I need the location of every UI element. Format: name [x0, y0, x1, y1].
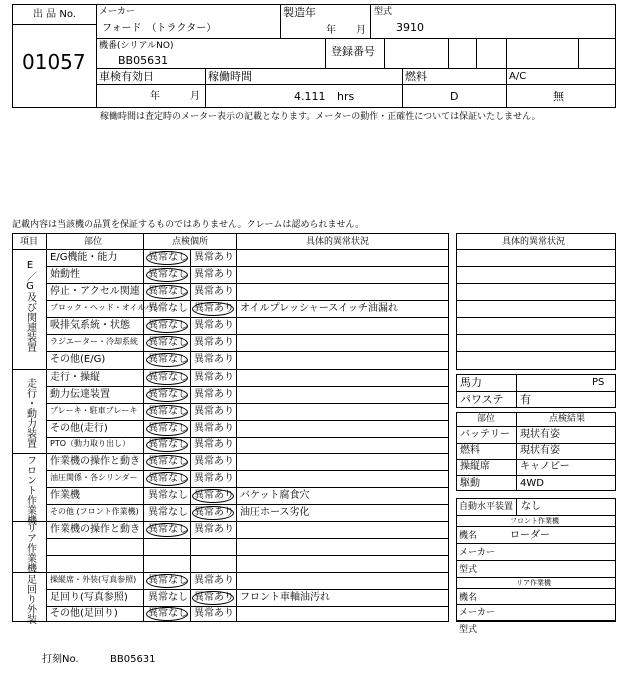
row-divider [46, 351, 449, 352]
divider [448, 38, 449, 68]
status-normal-label: 異常なし [148, 489, 188, 501]
status-abnormal-label: 異常あり [194, 472, 234, 484]
rear-model-label: 型式 [459, 625, 478, 635]
status-normal-label: 異常なし [148, 439, 188, 450]
divider [96, 4, 97, 108]
row-detail: オイルプレッシャースイッチ油漏れ [240, 302, 398, 314]
circle-mark [146, 336, 188, 350]
row-part: 足回り(写真参照) [50, 591, 128, 603]
status-abnormal-label: 異常あり [194, 455, 234, 467]
status-abnormal [191, 420, 235, 437]
row-divider [46, 487, 449, 488]
serial-value: BB05631 [118, 54, 169, 67]
circle-mark [146, 268, 188, 282]
status-abnormal [191, 317, 235, 334]
divider [456, 266, 616, 267]
drive-value: 4WD [520, 478, 544, 489]
header-part: 部位 [84, 237, 103, 247]
divider [456, 249, 616, 250]
status-normal [145, 504, 189, 521]
hours-note: 稼働時間は査定時のメーター表示の記載となります。メーターの動作・正確性については保証いたしません。 [100, 112, 541, 122]
divider [516, 498, 517, 515]
circle-mark [146, 472, 188, 486]
divider [456, 577, 616, 578]
status-abnormal [191, 453, 235, 470]
lot-label: 出 品 No. [33, 9, 76, 20]
divider [456, 351, 616, 352]
status-abnormal-label: 異常あり [194, 336, 234, 348]
status-normal-label: 異常なし [148, 455, 188, 467]
lot-number: 01057 [22, 50, 86, 74]
row-divider [46, 538, 449, 539]
divider [456, 317, 616, 318]
status-abnormal-label: 異常あり [194, 371, 234, 383]
row-divider [46, 420, 449, 421]
status-abnormal [191, 351, 235, 369]
circle-mark [146, 285, 188, 299]
maker-value: フォード （トラクター） [102, 23, 217, 34]
status-normal-label: 異常なし [148, 319, 188, 331]
status-abnormal [191, 487, 235, 504]
status-normal [145, 351, 189, 369]
auto-level-value: なし [521, 501, 541, 512]
auto-level-label: 自動水平装置 [459, 502, 514, 512]
row-divider [46, 589, 449, 590]
status-abnormal [191, 437, 235, 453]
divider [46, 233, 47, 622]
status-normal-label: 異常なし [148, 268, 188, 280]
ac-value: 無 [553, 90, 564, 103]
circle-mark [146, 455, 188, 469]
row-part: 作業機の操作と動き [50, 455, 140, 467]
status-abnormal [191, 403, 235, 420]
inspection-label: 車検有効日 [99, 70, 154, 83]
model-label: 型式 [374, 7, 393, 17]
status-normal-label: 異常なし [148, 371, 188, 383]
status-normal-label: 異常なし [148, 523, 188, 535]
hours-value: 4.111 [294, 90, 326, 103]
year-label: 製造年 [283, 6, 316, 19]
circle-mark [192, 591, 234, 605]
status-abnormal-label: 異常あり [194, 285, 234, 297]
status-abnormal-label: 異常あり [194, 591, 234, 603]
header-detail: 具体的異常状況 [306, 237, 370, 247]
row-part: その他(E/G) [50, 354, 106, 365]
status-normal [145, 437, 189, 453]
row-divider [46, 334, 449, 335]
status-abnormal [191, 606, 235, 622]
hours-label: 稼働時間 [208, 70, 252, 83]
status-abnormal [191, 589, 235, 606]
front-maker-label: メーカー [459, 548, 495, 558]
divider [96, 84, 616, 85]
circle-mark [146, 574, 188, 588]
status-abnormal-label: 異常あり [194, 608, 234, 619]
divider [456, 459, 616, 460]
divider [476, 38, 477, 68]
inspection-year-unit: 年 [150, 91, 160, 102]
divider [516, 412, 517, 491]
battery-value: 現状有姿 [520, 429, 560, 440]
row-detail: バケット腐食穴 [240, 489, 310, 501]
row-part: ブロック・ヘッド・オイルパン [50, 302, 161, 312]
cabin-value: キャノピー [520, 461, 570, 472]
right-detail-box [456, 233, 616, 370]
status-normal [145, 572, 189, 589]
front-name-value: ローダー [510, 530, 550, 541]
ac-label: A/C [509, 71, 527, 82]
status-normal [145, 283, 189, 300]
status-normal [145, 403, 189, 420]
status-normal [145, 266, 189, 283]
row-part: その他 (フロント作業機) [50, 506, 139, 516]
circle-mark [146, 422, 188, 436]
status-normal [145, 334, 189, 351]
status-abnormal-label: 異常あり [194, 574, 234, 586]
divider [384, 38, 385, 68]
month-unit: 月 [356, 25, 366, 36]
divider [456, 443, 616, 444]
status-normal-label: 異常なし [148, 472, 188, 484]
rear-maker-label: メーカー [459, 608, 495, 618]
status-abnormal [191, 266, 235, 283]
row-divider [46, 266, 449, 267]
status-abnormal-label: 異常あり [194, 251, 234, 263]
divider [456, 620, 616, 621]
year-unit: 年 [326, 25, 336, 36]
row-divider [46, 437, 449, 438]
status-abnormal [191, 504, 235, 521]
drive-label: 駆動 [460, 478, 480, 489]
model-value: 3910 [396, 21, 424, 34]
row-divider [46, 606, 449, 607]
row-part: 作業機 [50, 489, 80, 501]
battery-label: バッテリー [460, 429, 510, 440]
status-abnormal-label: 異常あり [194, 489, 234, 501]
row-divider [46, 386, 449, 387]
row-part: E/G機能・能力 [50, 251, 118, 263]
fuel-label: 燃料 [405, 70, 427, 83]
group-label-rear: リア作業機 [24, 523, 36, 573]
status-normal-label: 異常なし [148, 574, 188, 586]
group-label-engine: E／G及び関連装置 [24, 260, 36, 352]
divider [456, 515, 616, 516]
row-detail: 油圧ホース劣化 [240, 506, 310, 518]
quality-note: 記載内容は当該機の品質を保証するものではありません。クレームは認められません。 [12, 220, 365, 230]
circle-mark [192, 506, 234, 520]
group-label-undercarriage: 足回り外装 [24, 574, 36, 624]
status-normal-label: 異常なし [148, 285, 188, 297]
divider [456, 526, 616, 527]
serial-label: 機番(シリアルNO) [99, 41, 174, 51]
divider [96, 38, 616, 39]
row-part: その他(走行) [50, 422, 108, 434]
status-normal [145, 249, 189, 266]
divider [578, 38, 579, 68]
divider [456, 334, 616, 335]
status-normal [145, 386, 189, 403]
header-item: 項目 [20, 237, 39, 247]
power-steering-value: 有 [520, 393, 531, 406]
row-part: ラジエーター・冷却系統 [50, 336, 138, 346]
circle-mark [192, 489, 234, 503]
row-divider [46, 300, 449, 301]
row-divider [46, 317, 449, 318]
status-abnormal [191, 572, 235, 589]
header-inspection: 点検個所 [172, 237, 209, 247]
status-normal-label: 異常なし [148, 251, 188, 263]
row-part: その他(足回り) [50, 608, 118, 619]
divider [370, 4, 371, 38]
status-normal [145, 606, 189, 622]
circle-mark [146, 251, 188, 265]
status-normal [145, 470, 189, 487]
status-normal [145, 521, 189, 538]
divider [456, 426, 616, 427]
divider [456, 588, 616, 589]
status-abnormal [191, 300, 235, 317]
fuel-spec-value: 現状有姿 [520, 445, 560, 456]
status-normal-label: 異常なし [148, 302, 188, 314]
stamp-label: 打刻No. [42, 654, 79, 665]
row-part: 操縦席・外装(写真参照) [50, 574, 137, 584]
row-divider [46, 283, 449, 284]
circle-mark [146, 438, 188, 452]
group-label-drive: 走行・動力装置 [24, 378, 36, 448]
status-abnormal-label: 異常あり [194, 302, 234, 314]
divider [516, 374, 517, 408]
circle-mark [146, 405, 188, 419]
fuel-value: D [450, 90, 459, 103]
status-normal [145, 317, 189, 334]
row-part: 吸排気系統・状態 [50, 319, 130, 331]
status-normal [145, 487, 189, 504]
status-abnormal-label: 異常あり [194, 268, 234, 280]
divider [236, 233, 237, 622]
status-normal-label: 異常なし [148, 422, 188, 434]
status-normal [145, 420, 189, 437]
circle-mark [146, 607, 188, 621]
status-normal-label: 異常なし [148, 506, 188, 518]
part-header: 部位 [477, 414, 496, 424]
circle-mark [146, 353, 188, 367]
status-abnormal [191, 369, 235, 386]
divider [456, 391, 616, 392]
divider [456, 300, 616, 301]
status-normal-label: 異常なし [148, 388, 188, 400]
circle-mark [146, 523, 188, 537]
horsepower-unit: PS [592, 377, 605, 388]
row-part: ブレーキ・駐車ブレーキ [50, 405, 138, 415]
status-normal-label: 異常なし [148, 405, 188, 417]
row-divider [46, 555, 449, 556]
status-normal-label: 異常なし [148, 608, 188, 619]
status-abnormal-label: 異常あり [194, 523, 234, 535]
group-label-front: フロント作業機 [24, 455, 36, 525]
row-divider [46, 504, 449, 505]
row-part: PTO（動力取り出し） [50, 439, 131, 448]
status-abnormal [191, 249, 235, 266]
divider [456, 604, 616, 605]
status-abnormal-label: 異常あり [194, 439, 234, 450]
row-part: 作業機の操作と動き [50, 523, 140, 535]
circle-mark [146, 371, 188, 385]
divider [325, 38, 326, 68]
row-part: 走行・操縦 [50, 371, 100, 383]
status-normal [145, 589, 189, 606]
status-abnormal-label: 異常あり [194, 506, 234, 518]
status-abnormal [191, 334, 235, 351]
status-abnormal-label: 異常あり [194, 354, 234, 365]
right-detail-header: 具体的異常状況 [502, 237, 566, 247]
row-part: 油圧関係・各シリンダー [50, 472, 138, 482]
front-model-label: 型式 [459, 565, 478, 575]
front-name-label: 機名 [459, 531, 478, 541]
row-detail: フロント車軸油汚れ [240, 591, 330, 603]
divider [205, 68, 206, 108]
status-abnormal-label: 異常あり [194, 319, 234, 331]
divider [143, 233, 144, 622]
power-steering-label: パワステ [460, 393, 504, 406]
status-abnormal-label: 異常あり [194, 388, 234, 400]
row-divider [46, 470, 449, 471]
rear-implement-header: リア作業機 [516, 579, 551, 587]
divider [402, 68, 403, 108]
divider [12, 24, 96, 25]
row-divider [46, 403, 449, 404]
divider [456, 543, 616, 544]
divider [506, 38, 507, 68]
cabin-label: 操縦席 [460, 461, 490, 472]
front-implement-header: フロント作業機 [510, 517, 559, 525]
maker-label: メーカー [99, 7, 135, 17]
circle-mark [192, 302, 234, 316]
row-part: 停止・アクセル関連 [50, 285, 140, 297]
hours-unit: hrs [337, 90, 355, 103]
status-abnormal [191, 283, 235, 300]
rear-name-label: 機名 [459, 593, 478, 603]
inspection-month-unit: 月 [190, 91, 200, 102]
status-abnormal-label: 異常あり [194, 405, 234, 417]
status-normal [145, 300, 189, 317]
status-normal [145, 369, 189, 386]
stamp-value: BB05631 [110, 654, 156, 665]
status-abnormal [191, 386, 235, 403]
divider [456, 283, 616, 284]
status-normal-label: 異常なし [148, 591, 188, 603]
row-part: 始動性 [50, 268, 80, 280]
registration-label: 登録番号 [331, 45, 375, 58]
fuel-spec-label: 燃料 [460, 445, 480, 456]
divider [96, 68, 616, 69]
status-abnormal-label: 異常あり [194, 422, 234, 434]
result-header: 点検結果 [549, 414, 586, 424]
divider [506, 68, 507, 108]
status-abnormal [191, 470, 235, 487]
status-normal [145, 453, 189, 470]
horsepower-label: 馬力 [460, 376, 482, 389]
circle-mark [146, 319, 188, 333]
status-normal-label: 異常なし [148, 336, 188, 348]
circle-mark [146, 388, 188, 402]
status-abnormal [191, 521, 235, 538]
divider [456, 560, 616, 561]
divider [280, 4, 281, 38]
divider [456, 475, 616, 476]
row-part: 動力伝達装置 [50, 388, 110, 400]
status-normal-label: 異常なし [148, 354, 188, 365]
